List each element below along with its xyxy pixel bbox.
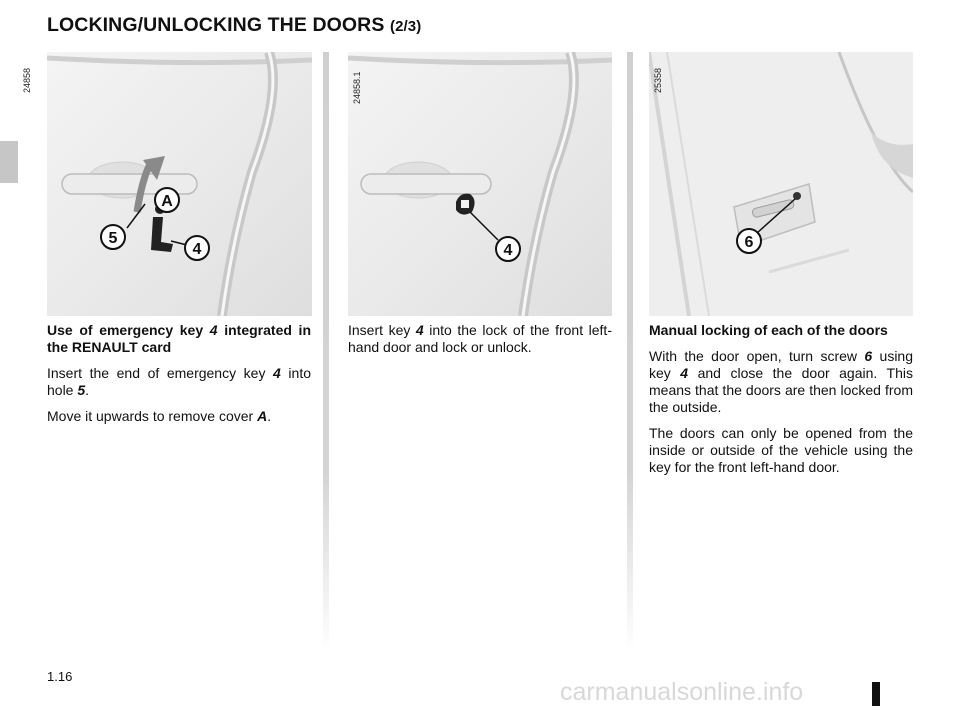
column-divider [627,52,633,652]
svg-text:5: 5 [108,230,118,247]
page-end-marker [872,682,880,706]
column-3-text [649,322,913,485]
illustration-front-door-lock [348,52,612,316]
instruction-paragraph: Move it upwards to remove cover A. [47,408,272,424]
callout-4 [185,236,209,260]
column-2-text [348,322,612,365]
callout-a [155,188,179,212]
section-heading: Use of emergency key 4 integrated in the RENAULT card [47,322,311,355]
callout-4 [496,237,520,261]
instruction-paragraph: With the door open, turn screw 6 using key 4 and close the door again. This means that the doors are then locked from the outside. [649,348,914,415]
callout-6 [737,229,761,253]
callout-5 [101,225,125,249]
instruction-paragraph: The doors can only be opened from the inside or outside of the vehicle using the key for the front left-hand door. [649,425,913,475]
svg-text:4: 4 [192,241,202,258]
column-divider [323,52,329,652]
column-1-text [47,322,311,434]
website-watermark[interactable]: carmanualsonline.info [560,678,804,706]
image-reference-code: 25358 [653,67,663,93]
svg-text:6: 6 [744,234,754,251]
svg-text:4: 4 [503,242,513,259]
illustration-door-edge-screw [649,52,913,316]
instruction-paragraph: Insert the end of emergency key 4 into hole 5. [47,365,311,398]
section-heading: Manual locking of each of the doors [649,322,888,338]
section-tab-marker [0,141,18,183]
image-reference-code: 24858 [22,67,32,93]
page-number: 1.16 [47,669,73,684]
svg-text:A: A [161,193,173,210]
instruction-paragraph: Insert key 4 into the lock of the front left-hand door and lock or unlock. [348,322,612,355]
page-title: LOCKING/UNLOCKING THE DOORS (2/3) [47,14,422,36]
image-reference-code: 24858.1 [352,71,362,104]
illustration-emergency-key [47,52,312,316]
